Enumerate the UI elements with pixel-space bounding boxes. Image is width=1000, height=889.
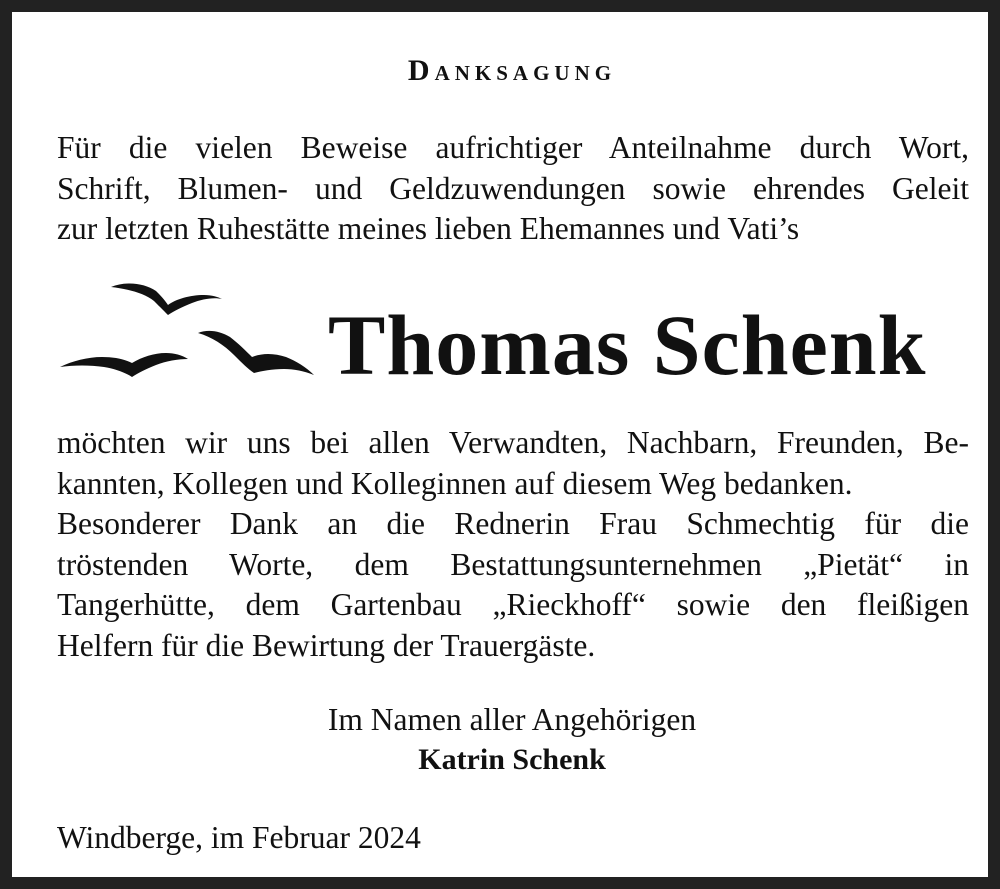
flying-birds-icon bbox=[56, 277, 326, 387]
thanks-line: Besonderer Dank an die Rednerin Frau Schmechtig für die bbox=[57, 506, 969, 541]
thanks-line: Helfern für die Bewirtung der Trauergäste. bbox=[57, 627, 596, 663]
intro-line: zur letzten Ruhestätte meines lieben Ehemannes und Vati’s bbox=[57, 211, 800, 246]
intro-paragraph bbox=[57, 128, 969, 250]
deceased-name: Thomas Schenk bbox=[328, 297, 927, 393]
thanks-paragraph bbox=[57, 423, 969, 666]
thanks-line: tröstenden Worte, dem Bestattungsunternehmen „Pietät“ in bbox=[57, 546, 969, 582]
bird-icon bbox=[111, 284, 222, 315]
intro-line: Für die vielen Beweise aufrichtiger Anteilnahme durch Wort, bbox=[57, 130, 969, 165]
thanks-line: Tangerhütte, dem Gartenbau „Rieckhoff“ sowie den fleißigen bbox=[57, 587, 969, 622]
notice-heading: Danksagung bbox=[407, 54, 617, 87]
thanks-line: möchten wir uns bei allen Verwandten, Nachbarn, Freunden, Be- bbox=[57, 425, 969, 460]
place-date: Windberge, im Februar 2024 bbox=[57, 820, 421, 855]
bird-icon bbox=[198, 331, 314, 375]
bird-icon bbox=[60, 353, 188, 377]
thanks-line: kannten, Kollegen und Kolleginnen auf diesem Weg bedanken. bbox=[57, 465, 853, 501]
on-behalf-line: Im Namen aller Angehörigen bbox=[327, 702, 697, 737]
name-row bbox=[12, 277, 1000, 397]
signer-name: Katrin Schenk bbox=[418, 743, 606, 776]
intro-line: Schrift, Blumen- und Geldzuwendungen sowie ehrendes Geleit bbox=[57, 170, 969, 206]
